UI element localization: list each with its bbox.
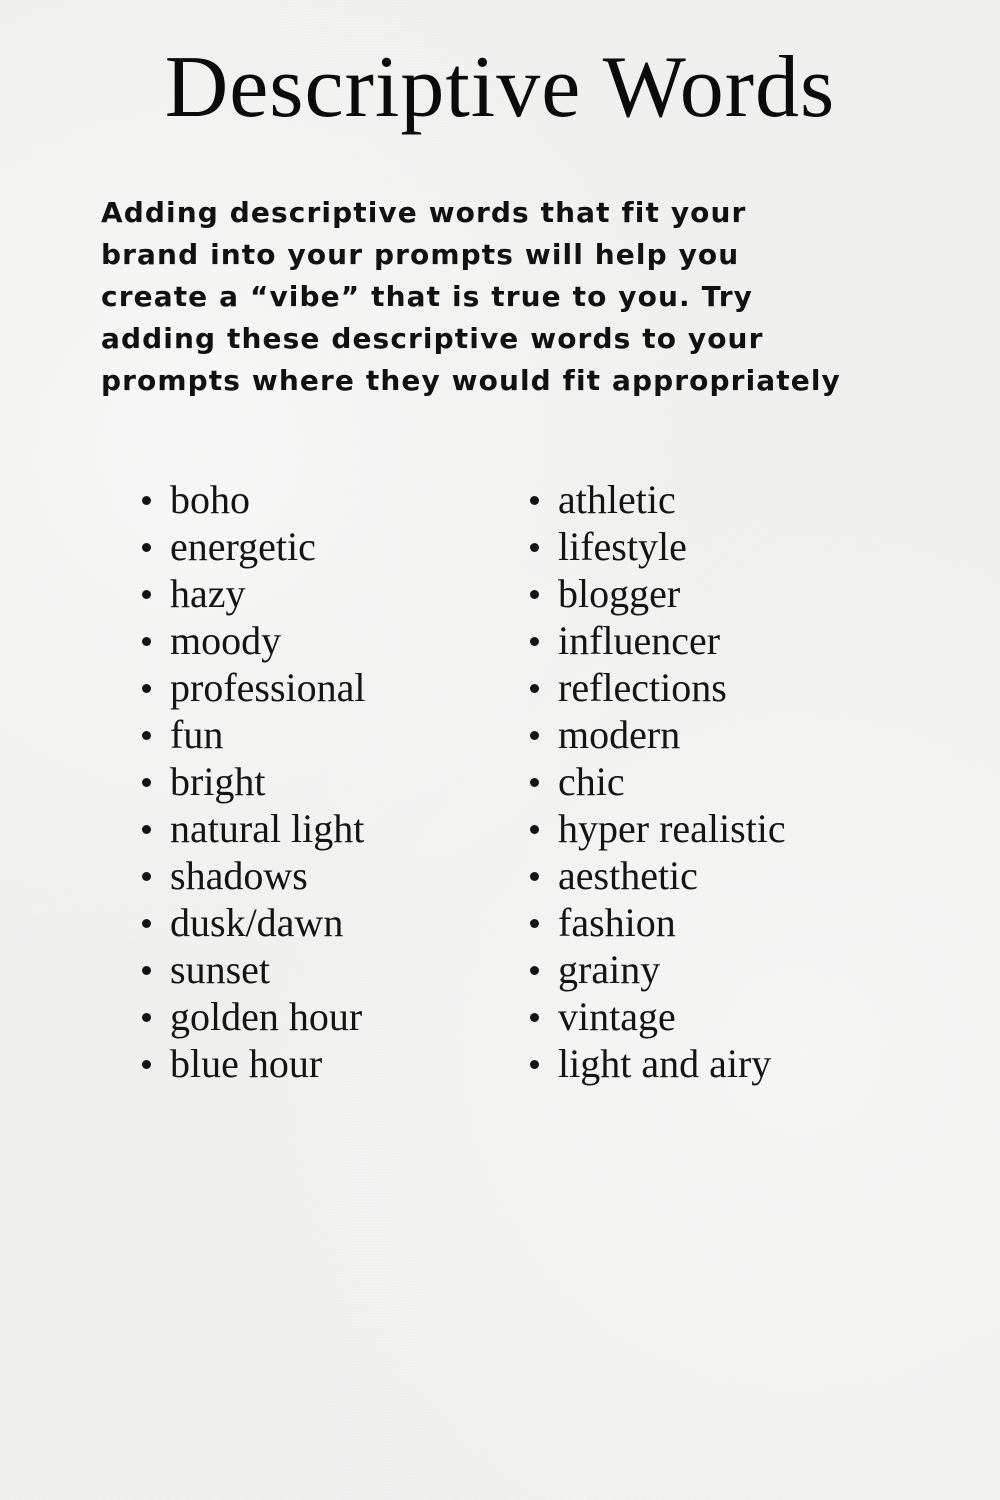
- word-label: influencer: [558, 618, 721, 663]
- list-item: [140, 758, 500, 805]
- word-label: aesthetic: [558, 853, 698, 898]
- intro-line: adding these descriptive words to your: [101, 322, 764, 355]
- word-label: fun: [170, 712, 224, 757]
- list-item: [140, 852, 500, 899]
- bullet-icon: [142, 825, 151, 834]
- word-label: bright: [170, 759, 266, 804]
- bullet-icon: [142, 1060, 151, 1069]
- bullet-icon: [142, 496, 151, 505]
- bullet-icon: [142, 684, 151, 693]
- bullet-icon: [530, 966, 539, 975]
- word-label: vintage: [558, 994, 676, 1039]
- bullet-icon: [530, 496, 539, 505]
- word-label: chic: [558, 759, 625, 804]
- bullet-icon: [142, 637, 151, 646]
- bullet-icon: [530, 731, 539, 740]
- list-item: [140, 476, 500, 523]
- bullet-icon: [142, 919, 151, 928]
- list-item: [140, 993, 500, 1040]
- list-item: [528, 899, 958, 946]
- word-label: blue hour: [170, 1041, 323, 1086]
- list-item: [140, 805, 500, 852]
- page-title: Descriptive Words: [164, 39, 836, 136]
- bullet-icon: [142, 778, 151, 787]
- word-label: golden hour: [170, 994, 363, 1039]
- list-item: [528, 1040, 958, 1087]
- list-item: [528, 523, 958, 570]
- word-label: hyper realistic: [558, 806, 786, 851]
- list-item: [528, 852, 958, 899]
- list-item: [140, 617, 500, 664]
- intro-paragraph: [101, 192, 931, 402]
- word-label: professional: [170, 665, 366, 710]
- list-item: [140, 570, 500, 617]
- list-item: [140, 711, 500, 758]
- intro-line: prompts where they would fit appropriately: [101, 364, 841, 397]
- word-list-right: [528, 476, 958, 1087]
- bullet-icon: [530, 543, 539, 552]
- word-label: shadows: [170, 853, 308, 898]
- word-label: energetic: [170, 524, 316, 569]
- bullet-icon: [142, 1013, 151, 1022]
- list-item: [528, 476, 958, 523]
- word-label: dusk/dawn: [170, 900, 344, 945]
- word-label: modern: [558, 712, 681, 757]
- bullet-icon: [530, 825, 539, 834]
- list-item: [528, 946, 958, 993]
- bullet-icon: [530, 1060, 539, 1069]
- list-item: [140, 664, 500, 711]
- bullet-icon: [142, 872, 151, 881]
- bullet-icon: [530, 872, 539, 881]
- bullet-icon: [142, 966, 151, 975]
- list-item: [140, 946, 500, 993]
- word-label: grainy: [558, 947, 661, 992]
- bullet-icon: [142, 731, 151, 740]
- bullet-icon: [530, 1013, 539, 1022]
- word-label: blogger: [558, 571, 681, 616]
- word-label: boho: [170, 477, 250, 522]
- word-label: sunset: [170, 947, 270, 992]
- bullet-icon: [530, 637, 539, 646]
- word-label: moody: [170, 618, 282, 663]
- bullet-icon: [530, 590, 539, 599]
- bullet-icon: [530, 778, 539, 787]
- word-label: natural light: [170, 806, 365, 851]
- list-item: [528, 664, 958, 711]
- list-item: [528, 617, 958, 664]
- bullet-icon: [530, 684, 539, 693]
- bullet-icon: [530, 919, 539, 928]
- list-item: [528, 711, 958, 758]
- list-item: [140, 523, 500, 570]
- list-item: [528, 758, 958, 805]
- bullet-icon: [142, 543, 151, 552]
- list-item: [528, 993, 958, 1040]
- word-label: light and airy: [558, 1041, 772, 1086]
- list-item: [140, 899, 500, 946]
- word-label: athletic: [558, 477, 676, 522]
- bullet-icon: [142, 590, 151, 599]
- intro-line: create a “vibe” that is true to you. Try: [101, 280, 753, 313]
- word-label: reflections: [558, 665, 727, 710]
- intro-line: Adding descriptive words that fit your: [101, 196, 747, 229]
- word-list-left: [140, 476, 500, 1087]
- word-label: hazy: [170, 571, 246, 616]
- list-item: [528, 570, 958, 617]
- word-label: fashion: [558, 900, 676, 945]
- list-item: [528, 805, 958, 852]
- intro-line: brand into your prompts will help you: [101, 238, 740, 271]
- word-label: lifestyle: [558, 524, 687, 569]
- list-item: [140, 1040, 500, 1087]
